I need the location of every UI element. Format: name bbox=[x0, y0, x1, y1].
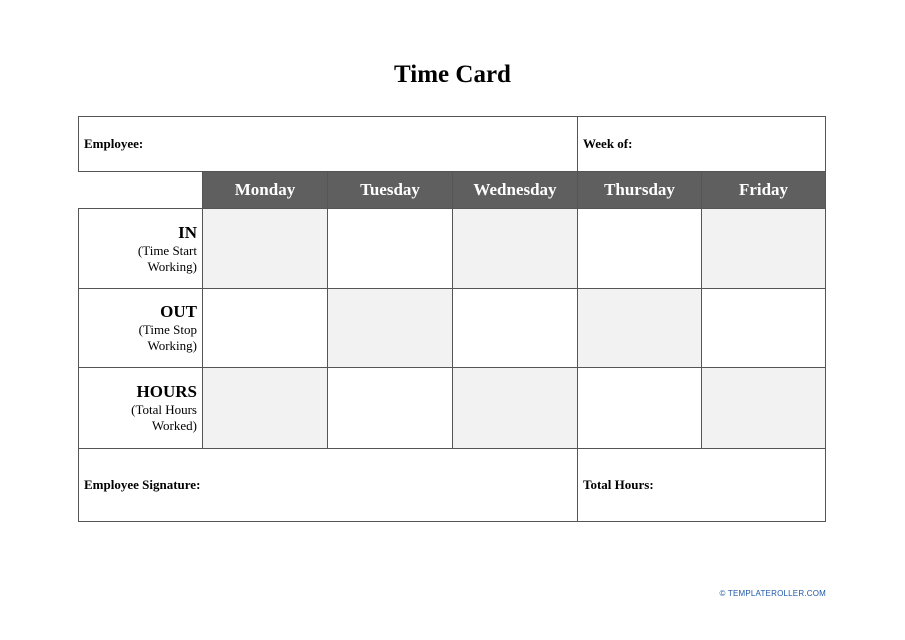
total-hours-label: Total Hours: bbox=[583, 477, 654, 492]
week-of-field[interactable] bbox=[577, 116, 826, 172]
row-subtitle: Worked) bbox=[151, 418, 197, 433]
employee-field[interactable] bbox=[78, 116, 578, 172]
cell-hours-thursday[interactable] bbox=[577, 367, 702, 449]
cell-in-friday[interactable] bbox=[701, 208, 826, 289]
row-subtitle: Working) bbox=[147, 338, 197, 353]
cell-in-wednesday[interactable] bbox=[452, 208, 578, 289]
row-label-hours bbox=[78, 367, 203, 449]
cell-out-thursday[interactable] bbox=[577, 288, 702, 368]
cell-in-tuesday[interactable] bbox=[327, 208, 453, 289]
signature-label: Employee Signature: bbox=[84, 477, 201, 492]
cell-in-thursday[interactable] bbox=[577, 208, 702, 289]
cell-hours-monday[interactable] bbox=[202, 367, 328, 449]
row-title: OUT bbox=[160, 302, 197, 321]
day-header-wednesday bbox=[452, 171, 578, 209]
day-label: Tuesday bbox=[360, 180, 420, 199]
cell-out-friday[interactable] bbox=[701, 288, 826, 368]
day-header-tuesday bbox=[327, 171, 453, 209]
page-title: Time Card bbox=[394, 61, 511, 88]
copyright-link[interactable]: © TEMPLATEROLLER.COM bbox=[719, 589, 826, 598]
row-label-in bbox=[78, 208, 203, 289]
cell-hours-wednesday[interactable] bbox=[452, 367, 578, 449]
day-header-thursday bbox=[577, 171, 702, 209]
row-title: HOURS bbox=[136, 382, 197, 401]
day-header-monday bbox=[202, 171, 328, 209]
row-label-out bbox=[78, 288, 203, 368]
day-label: Wednesday bbox=[473, 180, 557, 199]
row-subtitle: (Time Start bbox=[137, 242, 197, 258]
employee-label: Employee: bbox=[84, 136, 144, 151]
time-card-table bbox=[78, 116, 826, 522]
total-hours-field[interactable] bbox=[577, 448, 826, 522]
cell-in-monday[interactable] bbox=[202, 208, 328, 289]
cell-hours-tuesday[interactable] bbox=[327, 367, 453, 449]
row-title: IN bbox=[178, 222, 197, 242]
cell-out-tuesday[interactable] bbox=[327, 288, 453, 368]
cell-out-wednesday[interactable] bbox=[452, 288, 578, 368]
row-subtitle: (Time Stop bbox=[138, 322, 197, 337]
cell-out-monday[interactable] bbox=[202, 288, 328, 368]
week-of-label: Week of: bbox=[583, 136, 633, 151]
row-subtitle: Working) bbox=[147, 258, 197, 274]
row-subtitle: (Total Hours bbox=[131, 402, 197, 417]
employee-signature-field[interactable] bbox=[78, 448, 578, 522]
day-header-friday bbox=[701, 171, 826, 209]
day-label: Monday bbox=[234, 180, 296, 199]
day-label: Thursday bbox=[604, 180, 675, 199]
day-label: Friday bbox=[738, 180, 789, 199]
cell-hours-friday[interactable] bbox=[701, 367, 826, 449]
